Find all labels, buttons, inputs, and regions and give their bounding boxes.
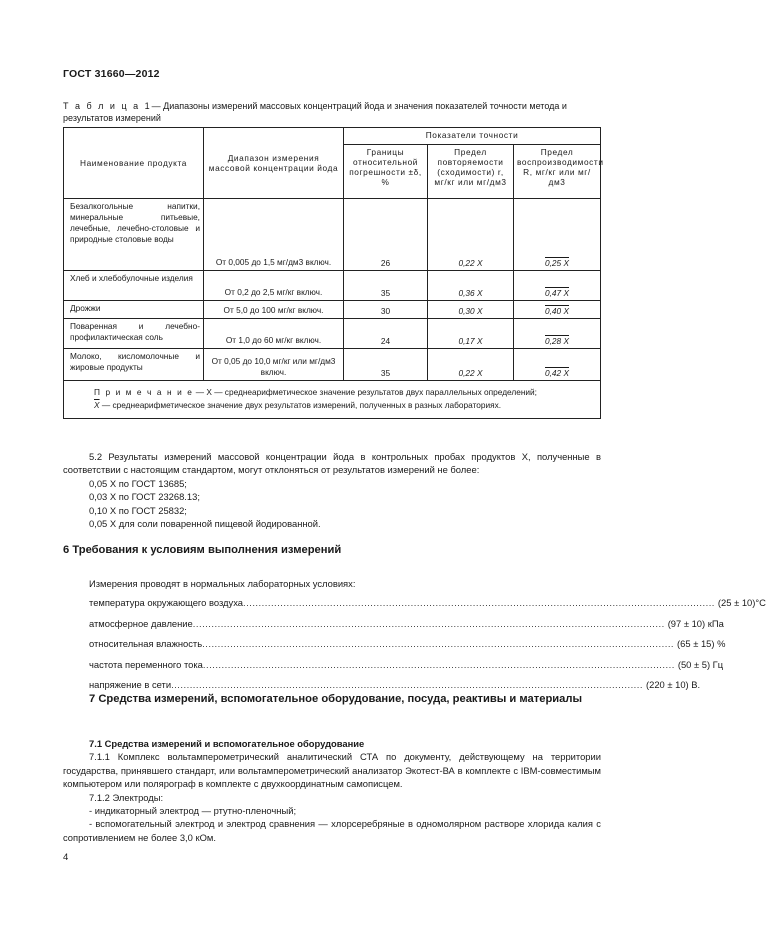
note-line-2 xyxy=(72,399,592,412)
deviation-item: 0,05 X по ГОСТ 13685; xyxy=(89,477,187,489)
table-row xyxy=(64,199,601,271)
table-header-row-1 xyxy=(64,128,601,145)
condition-row: частота переменного тока ........................................................................................................................................................ (50 ± 5) Гц xyxy=(63,655,601,676)
row-R: 0,40 X xyxy=(514,301,601,319)
condition-value: (50 ± 5) Гц xyxy=(677,658,724,670)
condition-value: (220 ± 10) В. xyxy=(646,679,701,691)
condition-label: частота переменного тока xyxy=(89,658,203,670)
row-delta: 35 xyxy=(344,271,428,301)
deviation-item: 0,10 X по ГОСТ 25832; xyxy=(89,504,187,516)
col-R-header: Предел воспроизводимости R, мг/кг или мг/дм3 xyxy=(514,145,601,199)
col-group-header: Показатели точности xyxy=(344,128,601,145)
row-R: 0,28 X xyxy=(514,319,601,349)
table-note-row xyxy=(64,381,601,419)
electrode-item: - вспомогательный электрод и электрод сравнения — хлорсеребряные в одномолярном растворе хлорида калия с сопротивлением не более 3,0 кОм. xyxy=(63,818,601,843)
row-product: Хлеб и хлебобулочные изделия xyxy=(64,271,204,301)
note-label: П р и м е ч а н и е xyxy=(94,387,194,397)
row-range: От 0,005 до 1,5 мг/дм3 включ. xyxy=(204,199,344,271)
condition-row: напряжение в сети ........................................................................................................................................................ (220 ± 10) В. xyxy=(63,675,601,696)
section-7-title: 7 Средства измерений, вспомогательное оборудование, посуда, реактивы и материалы xyxy=(89,693,583,705)
section-7-1 xyxy=(63,737,601,844)
condition-label: температура окружающего воздуха xyxy=(89,597,243,609)
paragraph-7-1-2: 7.1.2 Электроды: xyxy=(89,791,164,803)
condition-row: температура окружающего воздуха ........................................................................................................................................................ (25 ± 10)°C xyxy=(63,593,601,614)
accuracy-table xyxy=(63,127,604,419)
row-product: Поваренная и лечебно-профилактическая соль xyxy=(64,319,204,349)
row-range: От 1,0 до 60 мг/кг включ. xyxy=(204,319,344,349)
note-text-2: — среднеарифметическое значение двух результатов измерений, полученных в разных лабораториях. xyxy=(101,400,502,410)
row-range: От 5,0 до 100 мг/кг включ. xyxy=(204,301,344,319)
condition-row: относительная влажность ........................................................................................................................................................ (65 ± 15) % xyxy=(63,634,601,655)
paragraph-5-2: 5.2 Результаты измерений массовой концентрации йода в контрольных пробах продуктов X, полученные в соответствии с настоящим стандартом, могут отклоняться от результатов измерений не более: xyxy=(63,451,601,476)
condition-value: (25 ± 10)°C xyxy=(717,597,766,609)
table-caption xyxy=(63,100,603,124)
row-R: 0,25 X xyxy=(514,199,601,271)
section-5-2 xyxy=(63,450,601,530)
row-delta: 35 xyxy=(344,349,428,381)
table-caption-text: — Диапазоны измерений массовых концентраций йода и значения показателей точности метода и результатов измерений xyxy=(63,101,567,123)
col-delta-header: Границы относительной погрешности ±δ, % xyxy=(344,145,428,199)
page-number: 4 xyxy=(63,852,69,863)
row-product: Молоко, кисломолочные и жировые продукты xyxy=(64,349,204,381)
condition-row: атмосферное давление ........................................................................................................................................................ (97 ± 10) кПа xyxy=(63,614,601,635)
section-6-title: 6 Требования к условиям выполнения измерений xyxy=(63,544,342,556)
section-6-conditions xyxy=(63,577,766,696)
note-text-1: — X — среднеарифметическое значение результатов двух параллельных определений; xyxy=(195,387,537,397)
document-code: ГОСТ 31660—2012 xyxy=(63,68,160,80)
row-r: 0,36 X xyxy=(428,271,514,301)
deviation-item: 0,05 X для соли поваренной пищевой йодированной. xyxy=(89,518,321,530)
row-product: Дрожжи xyxy=(64,301,204,319)
row-R: 0,47 X xyxy=(514,271,601,301)
row-R: 0,42 X xyxy=(514,349,601,381)
row-delta: 26 xyxy=(344,199,428,271)
table-row xyxy=(64,349,601,381)
table-row xyxy=(64,319,601,349)
condition-value: (97 ± 10) кПа xyxy=(667,617,724,629)
table-row xyxy=(64,301,601,319)
condition-value: (65 ± 15) % xyxy=(677,638,726,650)
conditions-intro: Измерения проводят в нормальных лабораторных условиях: xyxy=(89,578,356,589)
electrode-item: - индикаторный электрод — ртутно-пленочный; xyxy=(89,805,297,817)
col-r-header: Предел повторяемости (сходимости) r, мг/кг или мг/дм3 xyxy=(428,145,514,199)
note-line-1 xyxy=(72,386,592,399)
condition-label: атмосферное давление xyxy=(89,617,193,629)
section-7-1-title: 7.1 Средства измерений и вспомогательное оборудование xyxy=(89,738,365,749)
col-range-header: Диапазон измерения массовой концентрации йода xyxy=(204,128,344,199)
paragraph-7-1-1: 7.1.1 Комплекс вольтамперометрический аналитический СТА по документу, действующему на территории государства, принявшего стандарт, или вольтамперометрический анализатор Экотест-ВА в комплекте с IBM-совместимым компьютером или полярограф в комплекте с двухкоординатным самописцем. xyxy=(63,751,601,790)
row-range: От 0,2 до 2,5 мг/кг включ. xyxy=(204,271,344,301)
row-range: От 0,05 до 10,0 мг/кг или мг/дм3 включ. xyxy=(204,349,344,381)
condition-label: напряжение в сети xyxy=(89,679,172,691)
row-r: 0,17 X xyxy=(428,319,514,349)
deviation-item: 0,03 X по ГОСТ 23268.13; xyxy=(89,491,200,503)
row-delta: 24 xyxy=(344,319,428,349)
table-row xyxy=(64,271,601,301)
table-caption-prefix: Т а б л и ц а 1 xyxy=(63,101,152,111)
table-note xyxy=(64,381,601,419)
row-delta: 30 xyxy=(344,301,428,319)
row-product: Безалкогольные напитки, минеральные питьевые, лечебные, лечебно-столовые и природные столовые воды xyxy=(64,199,204,271)
col-product-header: Наименование продукта xyxy=(64,128,204,199)
condition-label: относительная влажность xyxy=(89,638,203,650)
note-symbol: $\overline{X}$ xyxy=(94,400,100,410)
row-r: 0,22 X xyxy=(428,349,514,381)
row-r: 0,22 X xyxy=(428,199,514,271)
row-r: 0,30 X xyxy=(428,301,514,319)
